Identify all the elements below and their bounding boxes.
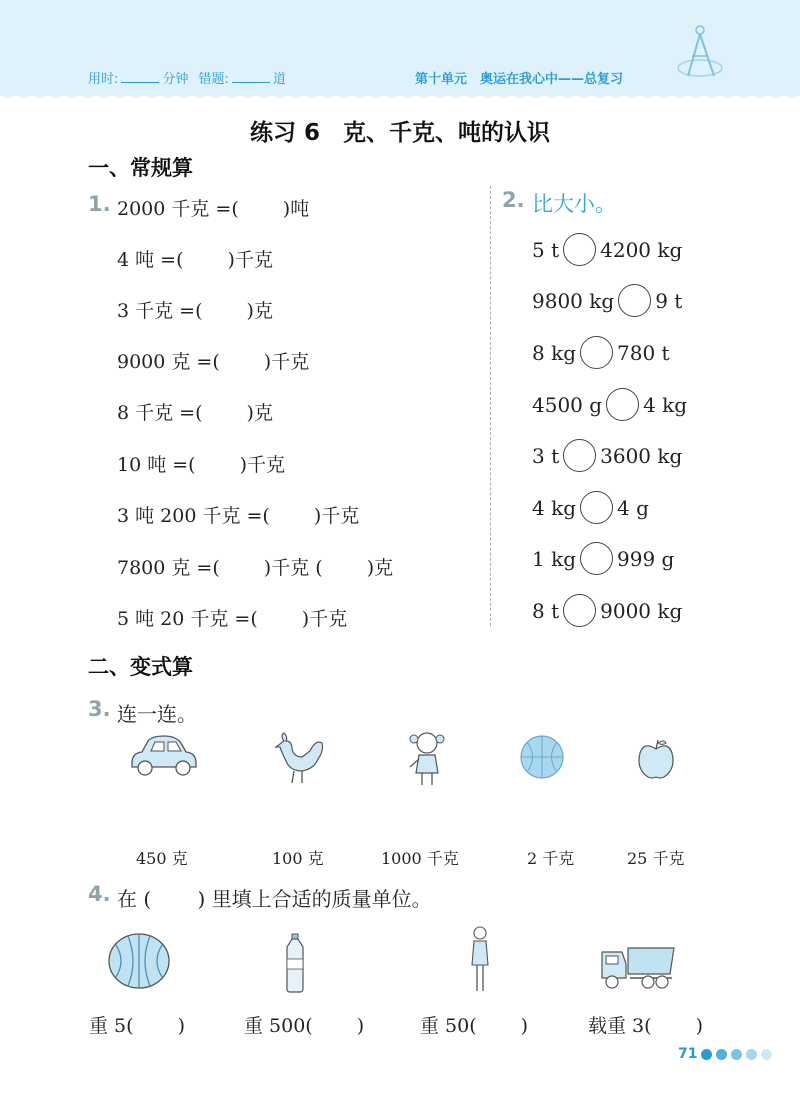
time-blank[interactable] — [121, 70, 159, 83]
drop-icon — [731, 1049, 742, 1060]
watermelon-icon — [106, 931, 172, 991]
rooster-icon[interactable] — [270, 731, 326, 787]
page-number: 71 — [678, 1046, 698, 1062]
drop-icon — [761, 1049, 772, 1060]
compare-circle[interactable] — [580, 336, 613, 369]
compare-row — [532, 439, 682, 472]
compare-left: 5 t — [532, 237, 560, 262]
compare-row — [532, 491, 649, 524]
column-divider — [490, 186, 491, 626]
compare-right: 4200 kg — [600, 237, 683, 262]
compare-circle[interactable] — [580, 491, 613, 524]
compare-circle[interactable] — [563, 594, 596, 627]
apple-icon[interactable] — [636, 737, 676, 781]
q2-instruction: 比大小。 — [532, 192, 616, 216]
errors-label: 错题: — [198, 72, 229, 87]
compare-right: 4 g — [617, 495, 649, 520]
compare-left: 3 t — [532, 443, 560, 468]
weight-option[interactable]: 2 千克 — [527, 849, 575, 868]
q1-item[interactable]: 3 千克 =( )克 — [117, 300, 273, 322]
compare-row — [532, 336, 670, 369]
compare-circle[interactable] — [563, 233, 596, 266]
q1-item[interactable]: 7800 克 =( )千克 ( )克 — [117, 557, 394, 579]
compare-right: 9 t — [655, 288, 683, 313]
q4-instruction: 在 ( ) 里填上合适的质量单位。 — [117, 887, 432, 911]
compare-row — [532, 542, 674, 575]
time-label: 用时: — [88, 72, 119, 87]
header-time-errors — [88, 68, 286, 87]
compare-circle[interactable] — [563, 439, 596, 472]
woman-icon — [467, 925, 493, 995]
time-unit: 分钟 — [162, 72, 189, 87]
compare-left: 8 t — [532, 598, 560, 623]
compare-circle[interactable] — [618, 284, 651, 317]
compare-circle[interactable] — [580, 542, 613, 575]
compare-left: 1 kg — [532, 546, 577, 571]
q3-number: 3. — [88, 697, 111, 721]
q4-item[interactable]: 载重 3( ) — [588, 1015, 703, 1037]
q1-item[interactable]: 8 千克 =( )克 — [117, 402, 273, 424]
compass-icon — [676, 22, 736, 86]
weight-option[interactable]: 1000 千克 — [381, 849, 459, 868]
q1-item[interactable]: 10 吨 =( )千克 — [117, 454, 286, 476]
q1-item[interactable]: 5 吨 20 千克 =( )千克 — [117, 608, 348, 630]
section-heading-2: 二、变式算 — [88, 655, 193, 679]
compare-left: 9800 kg — [532, 288, 615, 313]
compare-circle[interactable] — [606, 388, 639, 421]
compare-right: 3600 kg — [600, 443, 683, 468]
dump-truck-icon — [600, 944, 676, 990]
q1-number: 1. — [88, 192, 111, 216]
page-number-area — [678, 1046, 772, 1062]
page-title: 练习 6 克、千克、吨的认识 — [249, 120, 550, 146]
compare-row — [532, 233, 682, 266]
errors-blank[interactable] — [232, 70, 270, 83]
compare-left: 8 kg — [532, 340, 577, 365]
weight-option[interactable]: 100 克 — [272, 849, 324, 868]
q4-item[interactable]: 重 50( ) — [420, 1015, 529, 1037]
compare-left: 4500 g — [532, 392, 603, 417]
drop-icon — [701, 1049, 712, 1060]
basketball-icon[interactable] — [518, 733, 566, 781]
q2-number: 2. — [502, 188, 525, 212]
water-bottle-icon — [283, 933, 307, 993]
compare-row — [532, 388, 687, 421]
compare-right: 9000 kg — [600, 598, 683, 623]
drop-icon — [746, 1049, 757, 1060]
drop-icon — [716, 1049, 727, 1060]
q1-item[interactable]: 4 吨 =( )千克 — [117, 249, 273, 271]
compare-right: 999 g — [617, 546, 675, 571]
q3-instruction: 连一连。 — [117, 702, 197, 726]
errors-unit: 道 — [272, 72, 286, 87]
compare-row — [532, 594, 682, 627]
compare-row — [532, 284, 682, 317]
weight-option[interactable]: 25 千克 — [627, 849, 685, 868]
section-heading-1: 一、常规算 — [88, 156, 193, 180]
q1-item[interactable]: 2000 千克 =( )吨 — [117, 198, 310, 220]
q4-number: 4. — [88, 882, 111, 906]
weight-option[interactable]: 450 克 — [136, 849, 188, 868]
unit-title: 第十单元 奥运在我心中——总复习 — [415, 72, 624, 87]
q1-item[interactable]: 9000 克 =( )千克 — [117, 351, 310, 373]
q1-item[interactable]: 3 吨 200 千克 =( )千克 — [117, 505, 360, 527]
header-wave — [0, 86, 800, 106]
compare-left: 4 kg — [532, 495, 577, 520]
q4-item[interactable]: 重 500( ) — [244, 1015, 365, 1037]
q4-item[interactable]: 重 5( ) — [89, 1015, 185, 1037]
car-icon[interactable] — [128, 733, 200, 777]
girl-icon[interactable] — [404, 729, 450, 787]
compare-right: 4 kg — [643, 392, 688, 417]
compare-right: 780 t — [617, 340, 670, 365]
